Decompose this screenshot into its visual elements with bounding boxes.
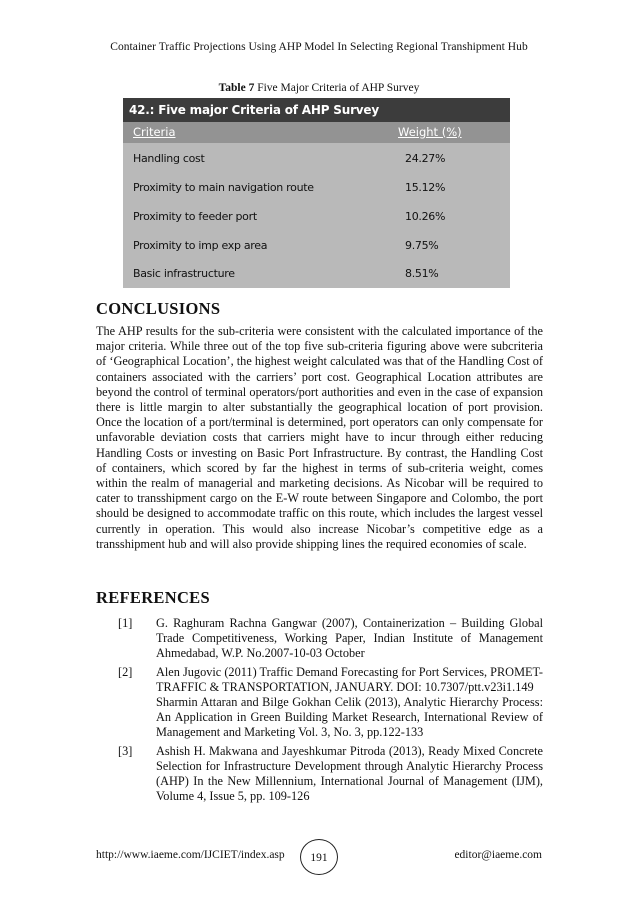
- criteria-cell: Handling cost: [133, 152, 205, 165]
- criteria-table: [123, 98, 510, 288]
- footer-url-link[interactable]: http://www.iaeme.com/IJCIET/index.asp: [96, 849, 285, 861]
- weight-cell: 9.75%: [405, 239, 439, 252]
- weight-cell: 8.51%: [405, 267, 439, 280]
- criteria-cell: Basic infrastructure: [133, 267, 235, 280]
- column-header-weight: Weight (%): [398, 125, 462, 139]
- weight-cell: 24.27%: [405, 152, 446, 165]
- table-caption: [0, 82, 638, 94]
- reference-item: [118, 665, 543, 695]
- table-title: 42.: Five major Criteria of AHP Survey: [123, 98, 510, 122]
- reference-text: Ashish H. Makwana and Jayeshkumar Pitroda (2013), Ready Mixed Concrete Selection for Infrastructure Development through Analytic Hierarchy Process (AHP) In the New Millennium, International Journal of Management (IJM), Volume 4, Issue 5, pp. 109-126: [156, 743, 543, 804]
- criteria-cell: Proximity to feeder port: [133, 210, 257, 223]
- weight-cell: 10.26%: [405, 210, 446, 223]
- table-row: [123, 174, 510, 202]
- table-row: [123, 203, 510, 231]
- reference-item-unnumbered: Sharmin Attaran and Bilge Gokhan Celik (2013), Analytic Hierarchy Process: An Application in Green Building Market Research, International Review of Management and Marketing Vol. 3, No. 3, pp.122-133: [156, 695, 543, 740]
- conclusions-paragraph: The AHP results for the sub-criteria were consistent with the calculated importance of the major criteria. While three out of the top five sub-criteria figuring above were subcriteria of ‘Geographical Location’, the highest weight calculated was that of the Handling Cost of containers associated with the carriers’ port cost. Geographical Location attributes are beyond the control of terminal operators/port authorities and even in the case of expansion there is little margin to alter substantially the geographical location of port provision. Once the location of a port/terminal is determined, port operators can only compensate for unfavorable deviation costs that carriers might have to incur through either reducing Handling Costs or investing on Basic Port Infrastructure. By contrast, the Handling Cost of containers, which scored by far the highest in terms of sub-criteria weight, comes within the realm of managerial and marketing decisions. As Nicobar will be required to cater to transshipment cargo on the E-W route between Singapore and Colombo, the port should be designed to accommodate traffic on this route, which includes the largest vessel currently in operation. This would also increase Nicobar’s competitive edge as a transshipment hub and will also provide shipping lines the required economies of scale.: [96, 324, 543, 551]
- reference-number: [1]: [118, 616, 133, 630]
- references-list: [118, 616, 543, 807]
- table-caption-text: Five Major Criteria of AHP Survey: [257, 82, 420, 94]
- criteria-cell: Proximity to main navigation route: [133, 181, 314, 194]
- reference-text: G. Raghuram Rachna Gangwar (2007), Containerization – Building Global Trade Competitiveness, Working Paper, Indian Institute of Management Ahmedabad, W.P. No.2007-10-03 October: [156, 616, 543, 661]
- weight-cell: 15.12%: [405, 181, 446, 194]
- reference-number: [2]: [118, 664, 133, 679]
- footer-email-link[interactable]: editor@iaeme.com: [454, 849, 542, 861]
- reference-number: [3]: [118, 743, 133, 758]
- table-caption-label: Table 7: [218, 82, 255, 94]
- criteria-cell: Proximity to imp exp area: [133, 239, 268, 252]
- table-row: [123, 232, 510, 260]
- reference-text: Alen Jugovic (2011) Traffic Demand Forecasting for Port Services, PROMET-TRAFFIC & TRANSPORTATION, JANUARY. DOI: 10.7307/ptt.v23i1.149: [156, 664, 543, 694]
- table-row: [123, 260, 510, 288]
- references-heading: REFERENCES: [96, 588, 210, 607]
- table-row: [123, 145, 510, 173]
- running-head: Container Traffic Projections Using AHP Model In Selecting Regional Transhipment Hub: [110, 41, 528, 53]
- conclusions-heading: CONCLUSIONS: [96, 299, 221, 318]
- page-number: 191: [300, 839, 338, 875]
- reference-item: [118, 616, 543, 662]
- reference-item: [118, 744, 543, 805]
- table-header-row: [123, 122, 510, 143]
- column-header-criteria: Criteria: [133, 125, 176, 139]
